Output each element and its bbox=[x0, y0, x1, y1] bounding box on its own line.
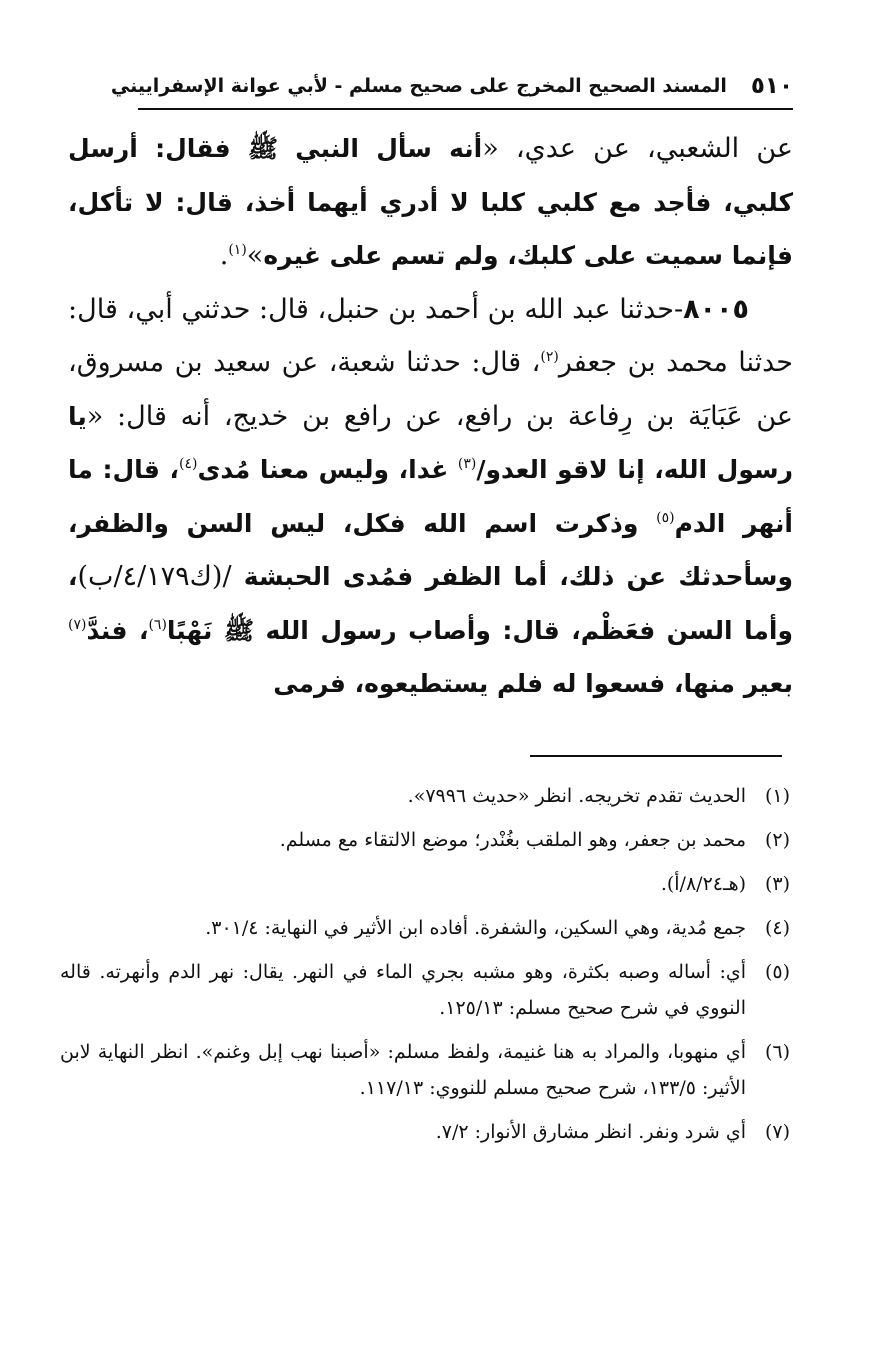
p2-quote-5: ، وأما السن فعَظْم، قال: وأصاب رسول الله ﷺ نَهْبًا bbox=[68, 562, 793, 645]
footnote-ref-2: (٢) bbox=[540, 349, 559, 365]
page-header bbox=[110, 64, 793, 110]
footnote-number: (٦) bbox=[764, 1041, 790, 1063]
hadith-number: ٨٠٠٥ bbox=[683, 293, 749, 325]
footnote-text: أي منهوبا، والمراد به هنا غنيمة، ولفظ مسلم: «أصبنا نهب إبل وغنم». انظر النهاية لابن الأثير: ١٣٣/٥، شرح صحيح مسلم للنووي: ١١٧/١٣. bbox=[60, 1041, 746, 1099]
footnote-5 bbox=[60, 954, 790, 1026]
footnote-3 bbox=[60, 866, 790, 902]
manuscript-ref: /(ك٤/١٧٩/ب) bbox=[77, 561, 232, 592]
footnote-text: جمع مُدية، وهي السكين، والشفرة. أفاده ابن الأثير في النهاية: ٣٠١/٤. bbox=[205, 917, 746, 939]
paragraph-2 bbox=[68, 283, 793, 711]
footnote-ref-3: (٣) bbox=[457, 456, 477, 472]
p2-quote-3: ، قال: ما أنهر الدم bbox=[68, 455, 794, 538]
p1-end: . bbox=[219, 240, 229, 271]
p1-lead: عن الشعبي، عن عدي، « bbox=[482, 133, 793, 164]
footnote-text: (هـ٨/٢٤/أ). bbox=[660, 873, 746, 895]
main-text bbox=[68, 122, 793, 711]
p1-quote: أنه سأل النبي ﷺ فقال: أرسل كلبي، فأجد مع كلبي كلبا لا أدري أيهما أخذ، قال: لا تأكل، فإنما سميت على كلبك، ولم تسم على غيره bbox=[68, 134, 793, 270]
page-number: ٥١٠ bbox=[750, 73, 793, 99]
p1-close: » bbox=[246, 240, 264, 271]
footnote-ref-1: (١) bbox=[228, 242, 247, 258]
p2-quote-7: بعير منها، فسعوا له فلم يستطيعوه، فرمى bbox=[273, 669, 793, 698]
p2-quote-4: وذكرت اسم الله فكل، ليس السن والظفر، وسأحدثك عن ذلك، أما الظفر فمُدى الحبشة bbox=[68, 508, 793, 591]
footnote-number: (٢) bbox=[764, 829, 790, 851]
footnote-7 bbox=[60, 1114, 790, 1150]
footnotes bbox=[60, 778, 790, 1158]
footnote-text: الحديث تقدم تخريجه. انظر «حديث ٧٩٩٦». bbox=[407, 785, 746, 807]
footnote-number: (١) bbox=[764, 785, 790, 807]
p2-quote-1: يا رسول الله، إنا لاقو العدو/ bbox=[68, 401, 793, 484]
p2-quote-6: ، فندَّ bbox=[86, 615, 149, 645]
p2-quote-2: غدا، وليس معنا مُدى bbox=[197, 455, 458, 484]
footnote-1 bbox=[60, 778, 790, 814]
footnote-4 bbox=[60, 910, 790, 946]
footnote-ref-4: (٤) bbox=[178, 456, 198, 472]
paragraph-1 bbox=[68, 122, 793, 283]
footnote-ref-5: (٥) bbox=[656, 509, 675, 526]
p2-chain-2: ، قال: حدثنا شعبة، عن سعيد بن مسروق، عن عَبَايَة بن رِفاعة بن رافع، عن رافع بن خديج، أنه قال: « bbox=[68, 347, 793, 432]
footnote-number: (٤) bbox=[764, 917, 790, 939]
footnote-ref-7: (٧) bbox=[68, 616, 87, 633]
footnote-text: أي شرد ونفر. انظر مشارق الأنوار: ٧/٢. bbox=[435, 1121, 746, 1143]
footnote-2 bbox=[60, 822, 790, 858]
footnote-ref-6: (٦) bbox=[148, 616, 167, 633]
p2-chain-1: -حدثنا عبد الله بن أحمد بن حنبل، قال: حدثني أبي، قال: حدثنا محمد بن جعفر bbox=[68, 293, 793, 378]
footnote-text: أي: أساله وصبه بكثرة، وهو مشبه بجري الماء في النهر. يقال: نهر الدم وأنهرته. قاله النووي في شرح صحيح مسلم: ١٢٥/١٣. bbox=[60, 961, 746, 1019]
footnote-separator bbox=[530, 755, 782, 757]
footnote-number: (٥) bbox=[764, 961, 790, 983]
footnote-number: (٧) bbox=[764, 1121, 790, 1143]
footnote-number: (٣) bbox=[764, 873, 790, 895]
running-title: المسند الصحيح المخرج على صحيح مسلم - لأبي عوانة الإسفراييني bbox=[110, 75, 727, 97]
footnote-text: محمد بن جعفر، وهو الملقب بغُنْدر؛ موضع الالتقاء مع مسلم. bbox=[279, 829, 746, 851]
footnote-6 bbox=[60, 1034, 790, 1106]
